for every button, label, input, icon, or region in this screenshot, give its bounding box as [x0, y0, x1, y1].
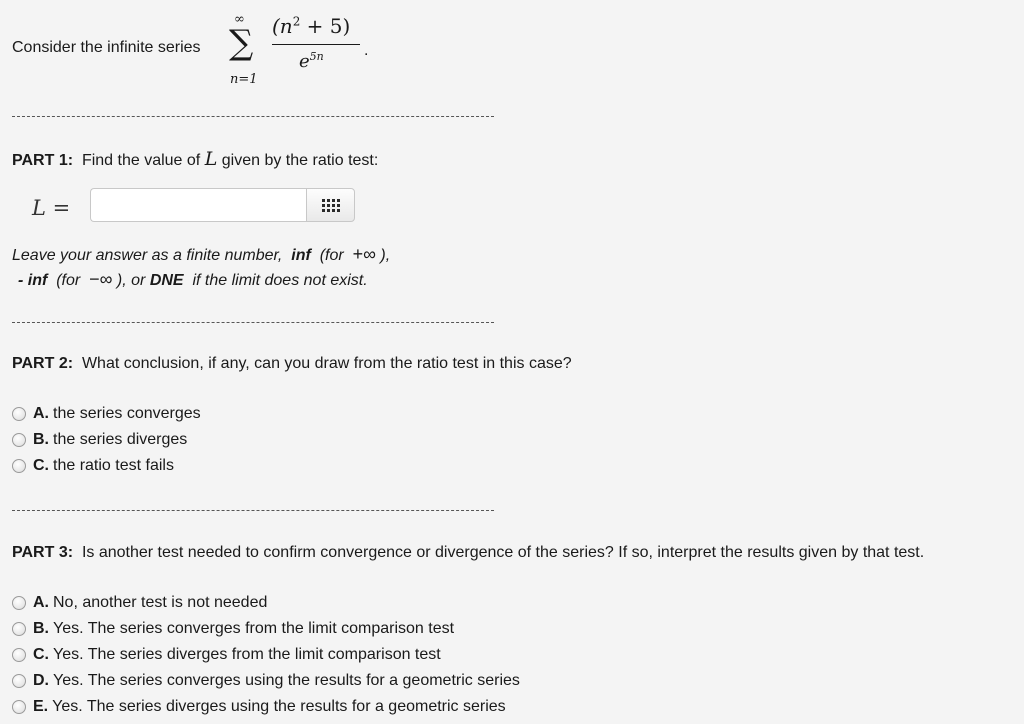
part3-question: PART 3: Is another test needed to confirm convergence or divergence of the series? If so, interpret the results given by that test.: [12, 544, 925, 561]
series-period: .: [364, 42, 369, 59]
part1-note-line2: - inf (for −∞ ), or DNE if the limit does not exist.: [18, 269, 368, 289]
part2-option-b[interactable]: B. the series diverges: [12, 431, 187, 449]
sum-upper-limit: ∞: [234, 12, 245, 27]
part3-option-c[interactable]: C. Yes. The series diverges from the limit comparison test: [12, 646, 441, 664]
radio-icon[interactable]: [12, 674, 26, 688]
part2-label: PART 2:: [12, 355, 74, 372]
intro-text: Consider the infinite series: [12, 39, 201, 56]
part1-note-line1: Leave your answer as a finite number, inf (for +∞ ),: [12, 244, 391, 264]
math-palette-button[interactable]: [306, 188, 355, 222]
sum-lower-limit: n=1: [230, 72, 258, 87]
answer-label-L: L =: [32, 196, 71, 220]
part2-option-c[interactable]: C. the ratio test fails: [12, 457, 174, 475]
series-denominator: $e^{5n}$: [299, 50, 324, 72]
separator-1: [12, 116, 494, 117]
radio-icon[interactable]: [12, 648, 26, 662]
sigma-symbol: ∑: [229, 23, 254, 63]
part1-label: PART 1:: [12, 152, 74, 169]
radio-icon[interactable]: [12, 596, 26, 610]
fraction-bar: [272, 44, 360, 45]
radio-icon[interactable]: [12, 459, 26, 473]
grid-icon: [322, 199, 340, 212]
part1-question: PART 1: Find the value of L given by the ratio test:: [12, 148, 379, 170]
radio-icon[interactable]: [12, 433, 26, 447]
part3-option-e[interactable]: E. Yes. The series diverges using the results for a geometric series: [12, 698, 506, 716]
part3-option-b[interactable]: B. Yes. The series converges from the limit comparison test: [12, 620, 454, 638]
radio-icon[interactable]: [12, 622, 26, 636]
series-numerator: $(n^2 + 5)$: [272, 14, 351, 38]
part2-option-a[interactable]: A. the series converges: [12, 405, 201, 423]
part2-question: PART 2: What conclusion, if any, can you draw from the ratio test in this case?: [12, 355, 572, 372]
answer-input-L[interactable]: [90, 188, 306, 222]
separator-3: [12, 510, 494, 511]
part3-label: PART 3:: [12, 544, 74, 561]
radio-icon[interactable]: [12, 700, 26, 714]
part3-option-a[interactable]: A. No, another test is not needed: [12, 594, 267, 612]
separator-2: [12, 322, 494, 323]
radio-icon[interactable]: [12, 407, 26, 421]
part3-option-d[interactable]: D. Yes. The series converges using the results for a geometric series: [12, 672, 520, 690]
var-L: L: [204, 148, 218, 170]
